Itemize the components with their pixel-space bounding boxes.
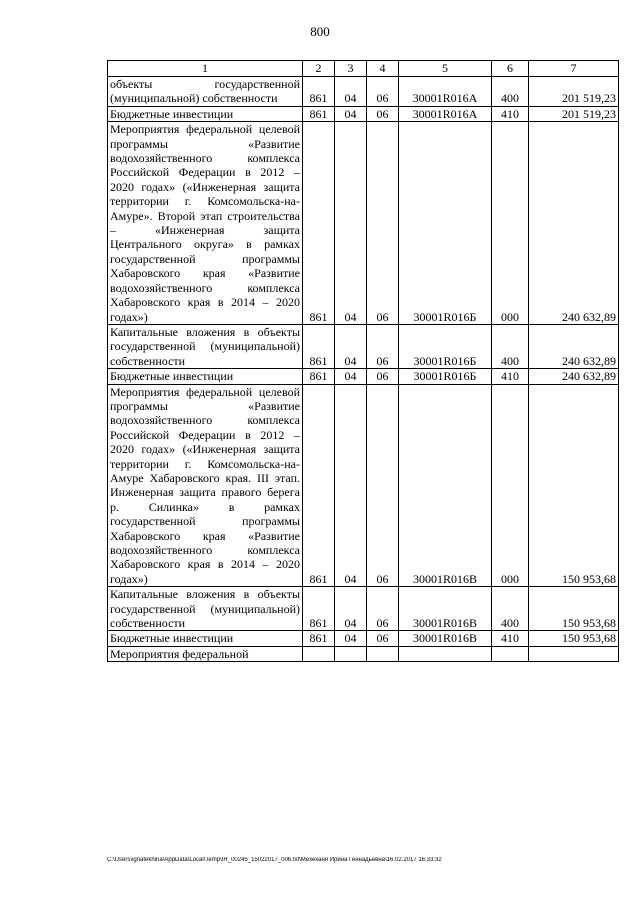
cell-amount: 150 953,68 bbox=[529, 631, 619, 646]
cell-target-article: 30001R016Б bbox=[399, 122, 492, 325]
table-row bbox=[108, 106, 619, 121]
cell-expense-type: 400 bbox=[492, 587, 529, 631]
cell-section: 04 bbox=[335, 106, 367, 121]
cell-expense-type bbox=[492, 646, 529, 661]
cell-expense-type: 000 bbox=[492, 122, 529, 325]
cell-target-article: 30001R016Б bbox=[399, 369, 492, 384]
cell-target-article: 30001R016А bbox=[399, 106, 492, 121]
cell-target-article bbox=[399, 646, 492, 661]
cell-admin-code: 861 bbox=[303, 631, 335, 646]
cell-amount: 240 632,89 bbox=[529, 324, 619, 368]
footer-file-path: C:\Users\ignatekhina\AppData\Local\Temp\IR_00245_15022017_006.txt\Мехеханя Ирина Геннадьевна\16.02.2017 16:33:32 bbox=[107, 857, 442, 863]
cell-target-article: 30001R016В bbox=[399, 587, 492, 631]
row-description: Бюджетные инвестиции bbox=[108, 631, 303, 646]
page-number: 800 bbox=[310, 24, 330, 39]
cell-target-article: 30001R016В bbox=[399, 384, 492, 587]
table-row bbox=[108, 122, 619, 325]
row-description: Капитальные вложения в объекты государственной (муниципальной) собственности bbox=[108, 324, 303, 368]
cell-expense-type: 410 bbox=[492, 106, 529, 121]
cell-section: 04 bbox=[335, 384, 367, 587]
header-col-4: 4 bbox=[367, 61, 399, 77]
header-col-5: 5 bbox=[399, 61, 492, 77]
cell-subsection: 06 bbox=[367, 106, 399, 121]
cell-section: 04 bbox=[335, 122, 367, 325]
cell-admin-code: 861 bbox=[303, 77, 335, 107]
cell-section: 04 bbox=[335, 77, 367, 107]
cell-target-article: 30001R016А bbox=[399, 77, 492, 107]
cell-amount bbox=[529, 646, 619, 661]
cell-expense-type: 410 bbox=[492, 369, 529, 384]
row-description: Бюджетные инвестиции bbox=[108, 106, 303, 121]
cell-admin-code: 861 bbox=[303, 122, 335, 325]
header-col-7: 7 bbox=[529, 61, 619, 77]
cell-amount: 240 632,89 bbox=[529, 369, 619, 384]
cell-amount: 150 953,68 bbox=[529, 384, 619, 587]
cell-subsection: 06 bbox=[367, 77, 399, 107]
cell-subsection: 06 bbox=[367, 587, 399, 631]
cell-expense-type: 410 bbox=[492, 631, 529, 646]
table-row bbox=[108, 587, 619, 631]
row-description: объекты государственной (муниципальной) собственности bbox=[108, 77, 303, 107]
cell-target-article: 30001R016Б bbox=[399, 324, 492, 368]
cell-subsection: 06 bbox=[367, 369, 399, 384]
cell-expense-type: 400 bbox=[492, 324, 529, 368]
cell-section: 04 bbox=[335, 631, 367, 646]
table-row bbox=[108, 369, 619, 384]
cell-expense-type: 400 bbox=[492, 77, 529, 107]
cell-amount: 150 953,68 bbox=[529, 587, 619, 631]
row-description: Мероприятия федеральной целевой программы «Развитие водохозяйственного комплекса Российской Федерации в 2012 – 2020 годах» («Инженерная защита территории г. Комсомольска-на-Амуре Хабаровского края. III этап. Инженерная защита правого берега р. Силинка» в рамках государственной программы Хабаровского края «Развитие водохозяйственного комплекса Хабаровского края в 2014 – 2020 годах») bbox=[108, 384, 303, 587]
table-row bbox=[108, 631, 619, 646]
cell-admin-code: 861 bbox=[303, 587, 335, 631]
table-row bbox=[108, 646, 619, 661]
table-row bbox=[108, 324, 619, 368]
cell-admin-code: 861 bbox=[303, 324, 335, 368]
cell-admin-code: 861 bbox=[303, 384, 335, 587]
cell-target-article: 30001R016В bbox=[399, 631, 492, 646]
cell-subsection: 06 bbox=[367, 324, 399, 368]
cell-admin-code: 861 bbox=[303, 106, 335, 121]
cell-section bbox=[335, 646, 367, 661]
cell-admin-code: 861 bbox=[303, 369, 335, 384]
header-col-3: 3 bbox=[335, 61, 367, 77]
header-col-6: 6 bbox=[492, 61, 529, 77]
cell-section: 04 bbox=[335, 369, 367, 384]
row-description: Мероприятия федеральной целевой программы «Развитие водохозяйственного комплекса Российской Федерации в 2012 – 2020 годах» («Инженерная защита территории г. Комсомольска-на-Амуре». Второй этап строительства – «Инженерная защита Центрального округа» в рамках государственной программы Хабаровского края «Развитие водохозяйственного комплекса Хабаровского края в 2014 – 2020 годах») bbox=[108, 122, 303, 325]
header-col-2: 2 bbox=[303, 61, 335, 77]
table-row bbox=[108, 77, 619, 107]
cell-amount: 201 519,23 bbox=[529, 106, 619, 121]
cell-amount: 201 519,23 bbox=[529, 77, 619, 107]
cell-amount: 240 632,89 bbox=[529, 122, 619, 325]
cell-section: 04 bbox=[335, 324, 367, 368]
cell-section: 04 bbox=[335, 587, 367, 631]
row-description: Мероприятия федеральной bbox=[108, 646, 303, 661]
cell-subsection: 06 bbox=[367, 384, 399, 587]
row-description: Бюджетные инвестиции bbox=[108, 369, 303, 384]
row-description: Капитальные вложения в объекты государственной (муниципальной) собственности bbox=[108, 587, 303, 631]
cell-subsection: 06 bbox=[367, 631, 399, 646]
budget-table bbox=[107, 60, 619, 662]
cell-expense-type: 000 bbox=[492, 384, 529, 587]
table-row bbox=[108, 384, 619, 587]
cell-subsection: 06 bbox=[367, 122, 399, 325]
header-row bbox=[108, 61, 619, 77]
header-col-1: 1 bbox=[108, 61, 303, 77]
cell-admin-code bbox=[303, 646, 335, 661]
cell-subsection bbox=[367, 646, 399, 661]
